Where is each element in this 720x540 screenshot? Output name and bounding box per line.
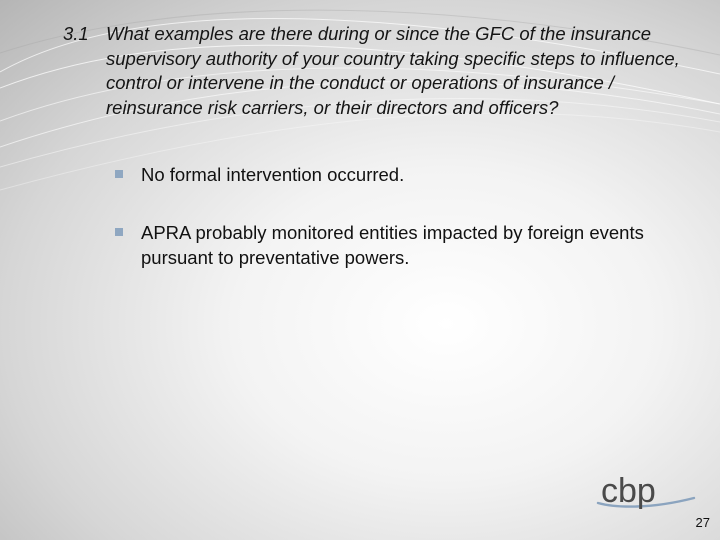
- cbp-logo: [596, 466, 696, 521]
- question-block: [63, 22, 708, 120]
- logo-text: cbp: [601, 472, 656, 510]
- bullet-list: [115, 162, 675, 270]
- square-bullet-icon: [115, 170, 123, 178]
- bullet-text: APRA probably monitored entities impacted by foreign events pursuant to preventative powers.: [141, 222, 644, 268]
- bullet-text: No formal intervention occurred.: [141, 164, 405, 185]
- page-number: 27: [695, 515, 710, 530]
- question-text: What examples are there during or since the GFC of the insurance supervisory authority of your country taking specific steps to influence, control or intervene in the conduct or operations of insurance / reinsurance risk carriers, or their directors and officers?: [106, 23, 680, 118]
- square-bullet-icon: [115, 228, 123, 236]
- bullet-item: [115, 220, 675, 270]
- bullet-item: [115, 162, 675, 187]
- question-number: 3.1: [63, 23, 89, 44]
